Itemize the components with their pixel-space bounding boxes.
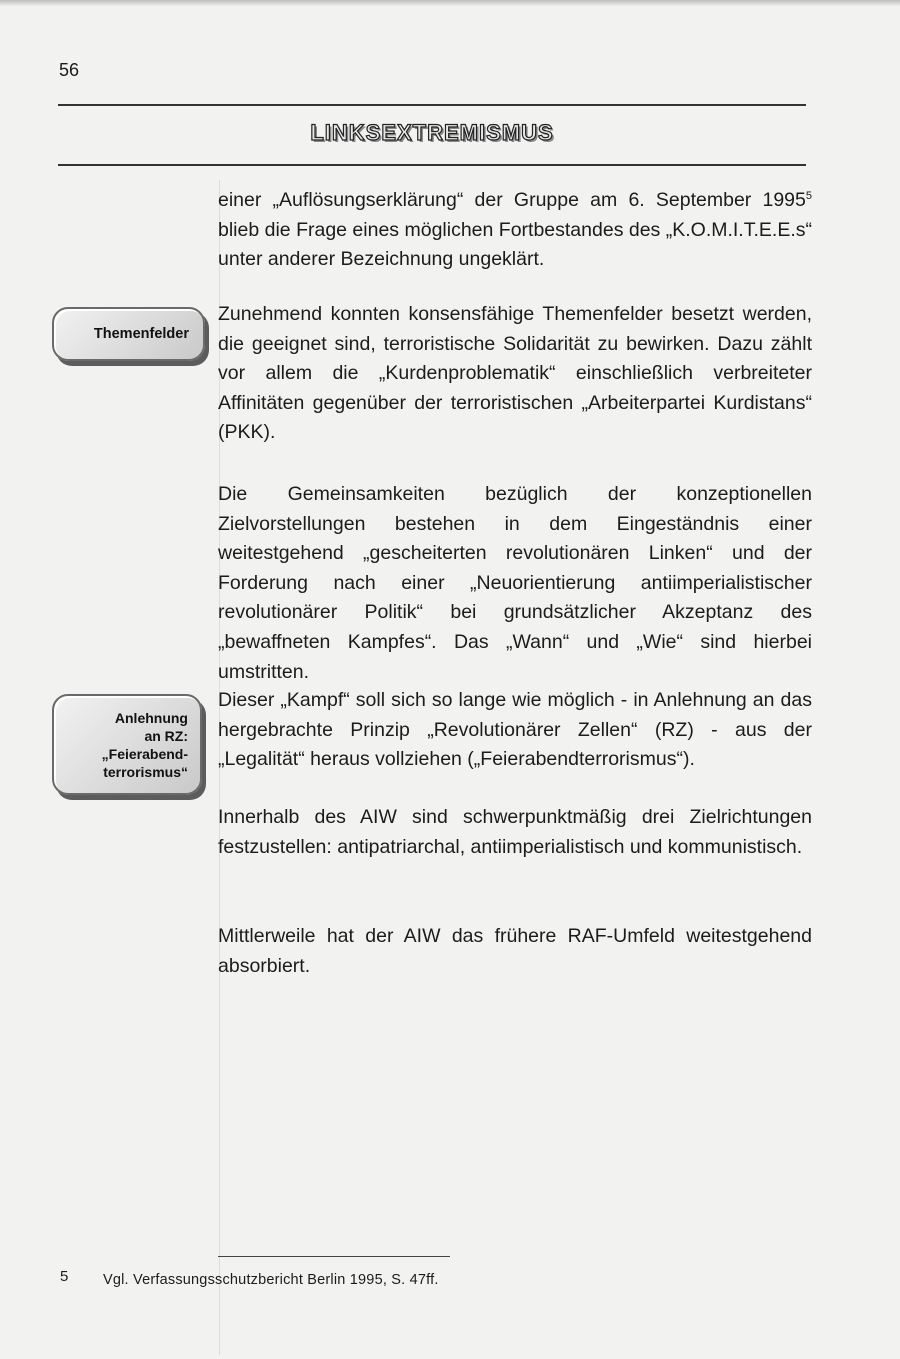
paragraph-1-rest: blieb die Frage eines möglichen Fortbestandes des „K.O.M.I.T.E.E.s“ unter anderer Bezeichnung ungeklärt. bbox=[218, 218, 812, 271]
margin-note-anlehnung-rz: Anlehnung an RZ: „Feierabend- terrorismus“ bbox=[52, 694, 202, 795]
paragraph-1-text: einer „Auflösungserklärung“ der Gruppe am 6. September 1995 bbox=[218, 189, 806, 211]
footnote-marker: 5 bbox=[805, 190, 812, 202]
paragraph-3: Die Gemeinsamkeiten bezüglich der konzeptionellen Zielvorstellungen bestehen in dem Eingeständnis einer weitestgehend „gescheiterten revolutionären Linken“ und der Forderung nach einer „Neuorientierung antiimperialistischer revolutionärer Politik“ bei grundsätzlicher Akzeptanz des „bewaffneten Kampfes“. Das „Wann“ und „Wie“ sind hierbei umstritten. bbox=[218, 483, 812, 683]
paragraph-4: Dieser „Kampf“ soll sich so lange wie möglich - in Anlehnung an das hergebrachte Prinzip „Revolutionärer Zellen“ (RZ) - aus der „Legalität“ heraus vollziehen („Feierabendterrorismus“). bbox=[218, 689, 812, 771]
header-title: LINKSEXTREMISMUS bbox=[310, 120, 554, 145]
header-rule-bottom bbox=[58, 164, 806, 166]
paragraph-6: Mittlerweile hat der AIW das frühere RAF-Umfeld weitestgehend absorbiert. bbox=[218, 925, 812, 977]
page-top-edge bbox=[0, 0, 900, 6]
header-rule-top bbox=[58, 104, 806, 106]
paragraph-1 bbox=[218, 182, 812, 275]
paragraph-5: Innerhalb des AIW sind schwerpunktmäßig drei Zielrichtungen festzustellen: antipatriarchal, antiimperialistisch und kommunistisch. bbox=[218, 806, 812, 858]
footnote-rule bbox=[218, 1256, 450, 1257]
footnote-text: Vgl. Verfassungsschutzbericht Berlin 1995, S. 47ff. bbox=[103, 1272, 439, 1288]
footnote-number: 5 bbox=[60, 1268, 69, 1285]
page-number: 56 bbox=[59, 60, 80, 80]
paragraph-2: Zunehmend konnten konsensfähige Themenfelder besetzt werden, die geeignet sind, terroristische Solidarität zu bewirken. Dazu zählt vor allem die „Kurdenproblematik“ einschließlich verbreiteter Affinitäten gegenüber der terroristischen „Arbeiterpartei Kurdistans“ (PKK). bbox=[218, 303, 812, 444]
margin-note-themenfelder: Themenfelder bbox=[52, 307, 205, 361]
